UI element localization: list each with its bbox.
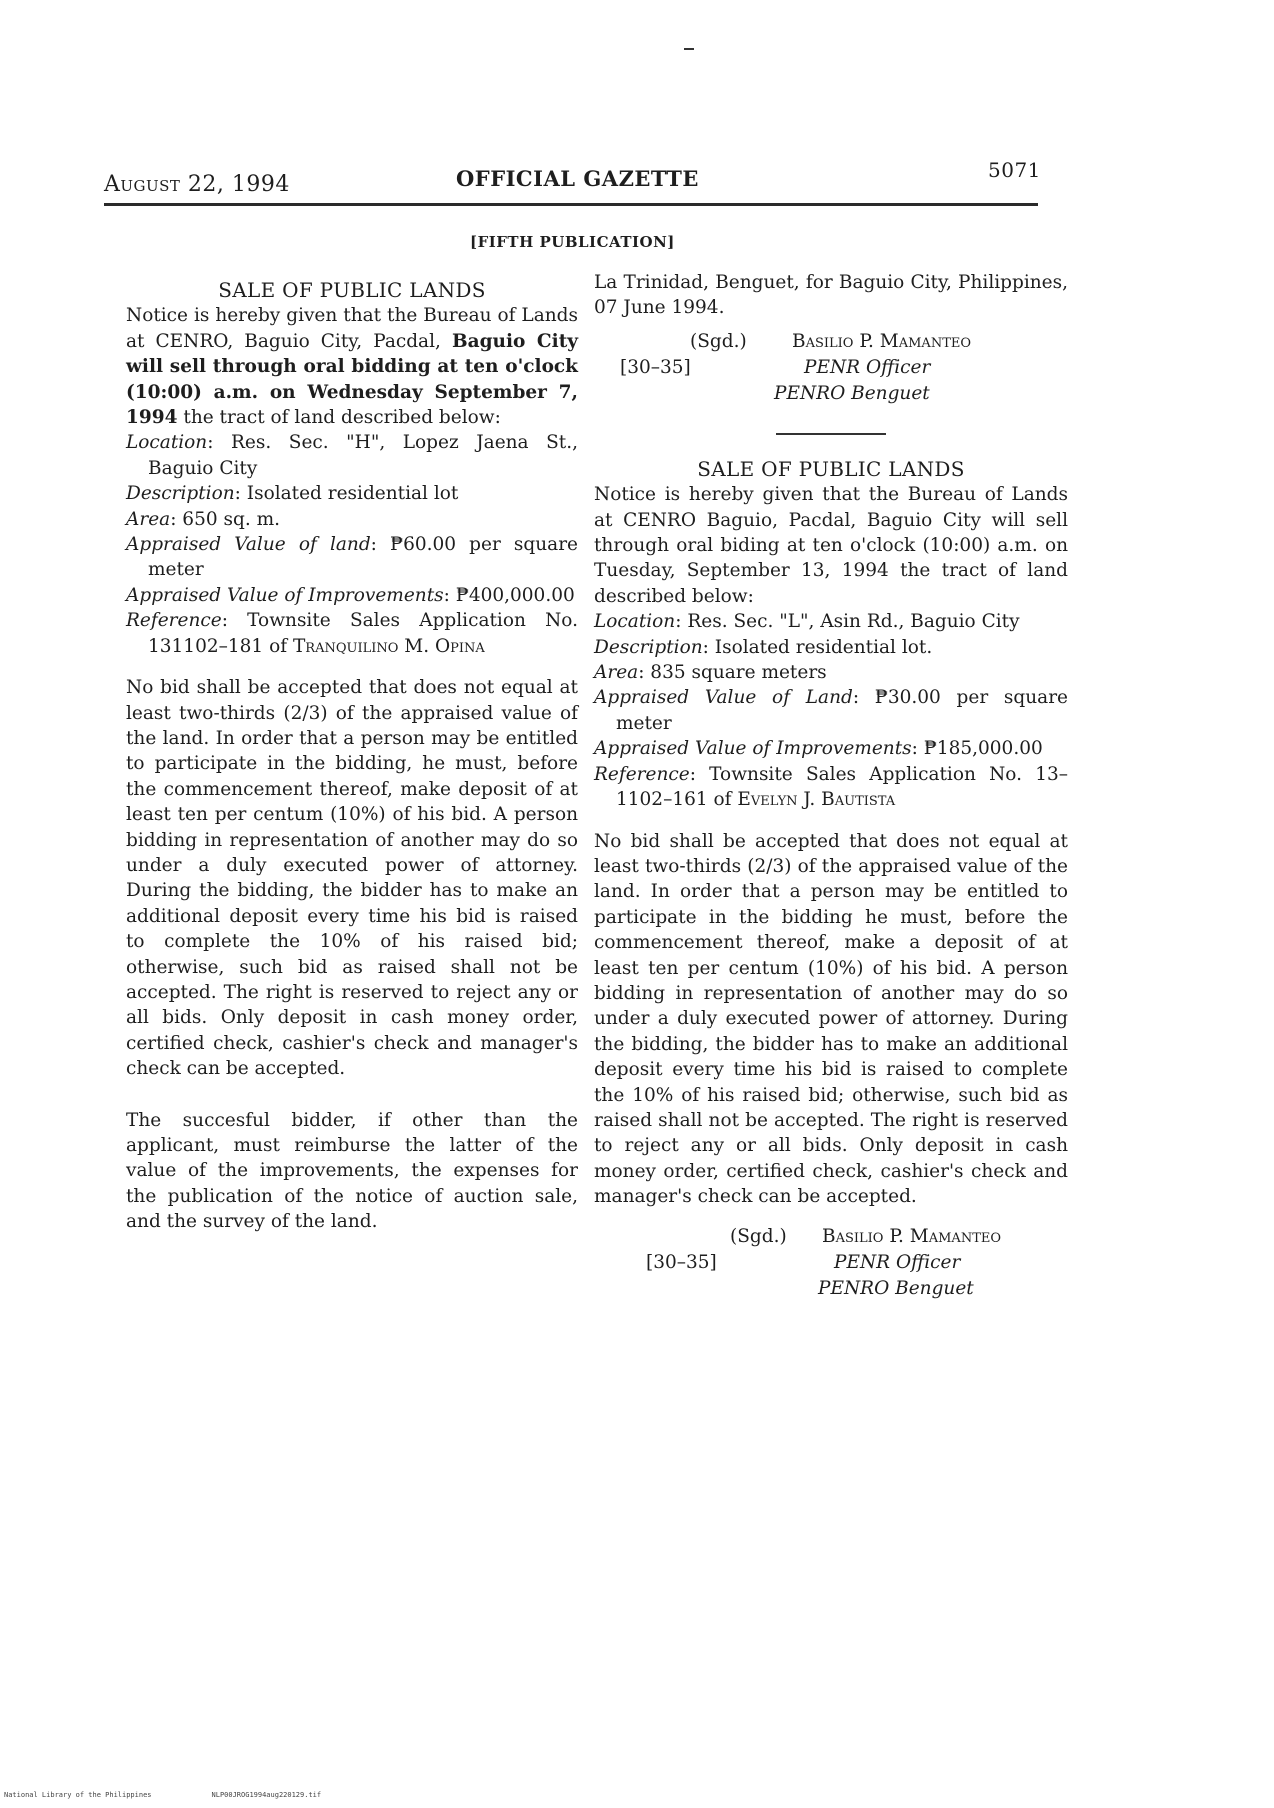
appraised-improvements-item [126,583,578,608]
notice-title: SALE OF PUBLIC LANDS [697,456,965,481]
continuation-text: La Trinidad, Benguet, for Baguio City, Philippines, 07 June 1994. [594,272,1068,319]
notice-title: SALE OF PUBLIC LANDS [218,278,486,302]
page-number: 5071 [988,158,1041,182]
appraised-land-item [126,532,578,583]
intro-tail-text: the tract of land described below: [177,407,501,429]
reference-label: Reference [594,763,690,785]
description-value: : Isolated residential lot. [702,636,933,658]
signatory-office: PENRO Benguet [818,1277,974,1299]
appraised-land-value: : ₱30.00 per square meter [616,687,1068,734]
left-column [126,278,578,1235]
appraised-improvements-label: Appraised Value of Improvements [594,738,912,760]
reference-label: Reference [126,610,222,632]
appraised-land-label: Appraised Value of Land [594,687,853,709]
header-rule [104,203,1038,206]
appraised-land-value: : ₱60.00 per square meter [148,534,578,581]
applicant-name: Tranquilino M. Opina [292,635,485,657]
signatory-name: Basilio P. Mamanteo [792,330,972,352]
scan-filename: NLP00JROG1994aug220129.tif [211,1791,322,1799]
appraised-improvements-value: : ₱185,000.00 [911,738,1043,760]
intro-text: Notice is hereby given that the Bureau of Lands at CENRO, Baguio City, Pacdal, [126,305,578,352]
appraised-land-item [594,685,1068,736]
sgd-text: (Sgd.) [690,330,747,352]
description-item [594,635,1068,660]
appraised-improvements-label: Appraised Value of Improvements [126,584,444,606]
signatory-role: PENR Officer [804,356,931,378]
area-label: Area [126,508,171,530]
area-label: Area [594,662,639,684]
location-value: : Res. Sec. "L", Asin Rd., Baguio City [675,611,1020,633]
area-item [594,660,1068,685]
notice-intro [126,303,578,430]
location-label: Location [594,611,676,633]
appraised-land-label: Appraised Value of land [126,534,371,556]
area-value: : 650 sq. m. [170,508,281,530]
gazette-title: OFFICIAL GAZETTE [456,166,699,191]
section-divider [776,433,886,435]
intro-date-text: Baguio City will sell through oral bidding at ten o'clock (10:00) a.m. on Wednesday September 7, 1994 [126,330,578,429]
description-value: : Isolated residential lot [234,483,459,505]
right-column [594,270,1068,1308]
area-item [126,507,578,532]
publication-ref: [30–35] [646,1251,717,1273]
signatory-name: Basilio P. Mamanteo [822,1225,1002,1247]
notice-intro: Notice is hereby given that the Bureau of Lands at CENRO Baguio, Pacdal, Baguio City will sell through oral biding at ten o'clock (10:00) a.m. on Tuesday, September 13, 1994 the tract of land described below: [594,484,1068,607]
sgd-text: (Sgd.) [730,1225,787,1247]
reference-value: : Townsite Sales Application No. 131102–181 of [148,610,578,657]
location-item [126,430,578,481]
area-value: : 835 square meters [638,662,827,684]
location-item [594,609,1068,634]
appraised-improvements-item [594,736,1068,761]
signature-block-1 [594,329,1068,413]
reference-item [126,608,578,659]
description-label: Description [594,636,703,658]
publication-note: [FIFTH PUBLICATION] [470,233,675,251]
description-label: Description [126,483,235,505]
signature-block-2 [594,1224,1068,1308]
appraised-improvements-value: : ₱400,000.00 [443,584,575,606]
top-mark [684,48,694,50]
library-credit: National Library of the Philippines [4,1791,152,1799]
reimbursement-paragraph: The succesful bidder, if other than the applicant, must reimburse the latter of the value of the improvements, the expenses for the publication of the notice of auction sale, and the survey of the land. [126,1109,578,1233]
scan-footer [4,1791,381,1799]
location-label: Location [126,432,208,454]
issue-date: August 22, 1994 [104,172,290,197]
description-item [126,481,578,506]
bidding-rules-paragraph: No bid shall be accepted that does not equal at least two-thirds (2/3) of the appraised value of the land. In order that a person may be entitled to participate in the bidding, he must, before the commencement thereof, make deposit of at least ten per centum (10%) of his bid. A person bidding in representation of another may do so under a duly executed power of attorney. During the bidding, the bidder has to make an additional deposit every time his bid is raised to complete the 10% of his raised bid; otherwise, such bid as raised shall not be accepted. The right is reserved to reject any or all bids. Only deposit in cash money order, certified check, cashier's check and manager's check can be accepted. [126,677,578,1080]
publication-ref: [30–35] [620,356,691,378]
location-value: : Res. Sec. "H", Lopez Jaena St., Baguio City [148,432,578,479]
bidding-rules-paragraph: No bid shall be accepted that does not equal at least two-thirds (2/3) of the appraised value of the land. In order that a person may be entitled to participate in the bidding he must, before the commencement thereof, make a deposit of at least ten per centum (10%) of his bid. A person bidding in representation of another may do so under a duly executed power of attorney. During the bidding, the bidder has to make an additional deposit every time his bid is raised to complete the 10% of his raised bid; otherwise, such bid as raised shall not be accepted. The right is reserved to reject any or all bids. Only deposit in cash money order, certified check, cashier's check and manager's check can be accepted. [594,830,1068,1208]
reference-value: : Townsite Sales Application No. 13–1102–161 of [616,763,1068,811]
signatory-office: PENRO Benguet [774,382,930,404]
reference-item [594,762,1068,813]
signatory-role: PENR Officer [834,1251,961,1273]
applicant-name: Evelyn J. Bautista [737,789,896,811]
